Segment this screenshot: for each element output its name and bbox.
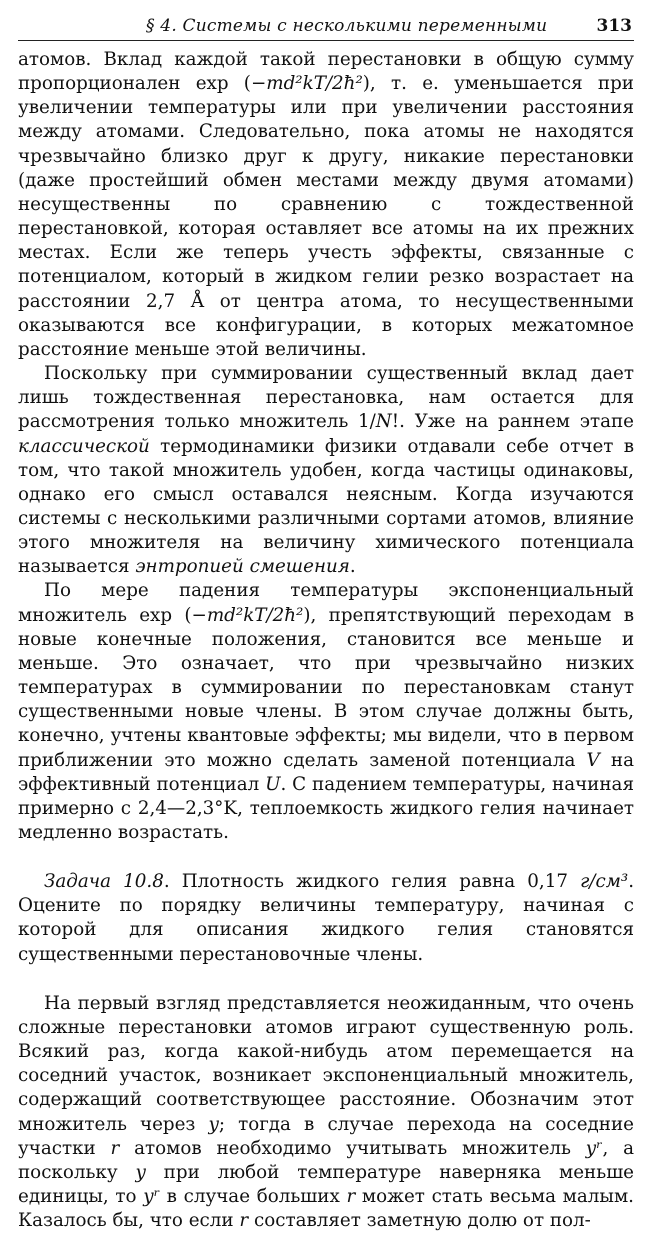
running-title: § 4. Системы с несколькими переменными <box>146 16 548 36</box>
text-run: . Плотность жидкого гелия равна 0,17 <box>163 871 581 893</box>
text-run: в случае больших <box>159 1186 347 1208</box>
text-run: атомов. Вклад каждой такой перестановки в общую сумму пропорционален exp ( <box>18 49 634 95</box>
text-run: термодинамики физики отдавали себе отчет в том, что такой множитель удобен, когда частицы одинаковы, однако его смысл оставался неясным. Когда изучаются системы с несколькими различными сортами атомов, влияние этого множителя на величину химического потенциала называется <box>18 435 634 578</box>
italic-text: V <box>586 749 600 771</box>
paragraph <box>18 992 634 1233</box>
italic-text: r <box>110 1137 120 1159</box>
italic-text: yʳ <box>143 1186 160 1208</box>
paragraph-gap <box>18 845 634 870</box>
running-header <box>18 10 634 41</box>
paragraph <box>18 48 634 362</box>
italic-text: Задача 10.8 <box>44 871 164 893</box>
italic-text: −md²kT/2ħ² <box>250 73 363 95</box>
italic-text: классической <box>18 435 150 457</box>
italic-text: r <box>239 1210 249 1232</box>
italic-text: U <box>265 773 281 795</box>
page-number: 313 <box>596 16 632 36</box>
paragraph <box>18 579 634 845</box>
text-run: может стать весьма малым. Казалось бы, что если <box>18 1186 634 1232</box>
text-run: ), т. е. уменьшается при увеличении температуры или при увеличении расстояния между атомами. Следовательно, пока атомы не находятся чрезвычайно близко друг к другу, никакие перестановки (даже простейший обмен местами между двумя атомами) несущественны по сравнению с тождественной перестановкой, которая оставляет все атомы на их прежних местах. Если же теперь учесть эффекты, связанные с потенциалом, который в жидком гелии резко возрастает на расстоянии 2,7 Å от центра атома, то несущественными оказываются все конфигурации, в которых межатомное расстояние меньше этой величины. <box>18 73 634 360</box>
text-run: . С падением температуры, начиная примерно с 2,4—2,3°K, теплоемкость жидкого гелия начинает медленно возрастать. <box>18 773 634 843</box>
italic-text: y <box>208 1113 219 1135</box>
text-run: ; тогда в случае перехода на соседние участки <box>18 1113 634 1159</box>
paragraph <box>18 362 634 579</box>
italic-text: г/см³ <box>580 871 629 893</box>
italic-text: yʳ <box>585 1137 603 1159</box>
text-run: , а поскольку <box>18 1137 634 1183</box>
text-run: составляет заметную долю от пол- <box>248 1210 591 1232</box>
text-run: при любой температуре наверняка меньше единицы, то <box>18 1161 635 1208</box>
italic-text: N <box>375 411 392 433</box>
italic-text: −md²kT/2ħ² <box>191 604 304 626</box>
paragraph-gap <box>18 967 634 992</box>
paragraph <box>18 870 634 967</box>
text-run: ), препятствующий переходам в новые конечные положения, становится все меньше и меньше. Это означает, что при чрезвычайно низких температурах в суммировании по перестановкам станут существенными новые члены. В этом случае должны быть, конечно, учтены квантовые эффекты; мы видели, что в первом приближении это можно сделать заменой потенциала <box>18 604 634 771</box>
text-run: !. Уже на раннем этапе <box>391 411 634 433</box>
text-run: . <box>349 556 356 578</box>
text-run: На первый взгляд представляется неожиданным, что очень сложные перестановки атомов играют существенную роль. Всякий раз, когда какой-нибудь атом перемещается на соседний участок, возникает экспоненциальный множитель, содержащий соответствующее расстояние. Обозначим этот множитель через <box>18 992 634 1135</box>
text-run: на эффективный потенциал <box>18 749 634 795</box>
italic-text: r <box>346 1186 356 1208</box>
italic-text: y <box>135 1161 146 1183</box>
page-body <box>18 48 634 1233</box>
text-run: атомов необходимо учитывать множитель <box>119 1137 586 1159</box>
text-run: Поскольку при суммировании существенный вклад дает лишь тождественная перестановка, нам остается для рассмотрения только множитель 1/ <box>18 363 634 433</box>
text-run: . Оцените по порядку величины температуру, начиная с которой для описания жидкого гелия становятся существенными перестановочные члены. <box>18 871 634 965</box>
italic-text: энтропией смешения <box>135 556 350 578</box>
text-run: По мере падения температуры экспоненциальный множитель exp ( <box>18 580 634 626</box>
